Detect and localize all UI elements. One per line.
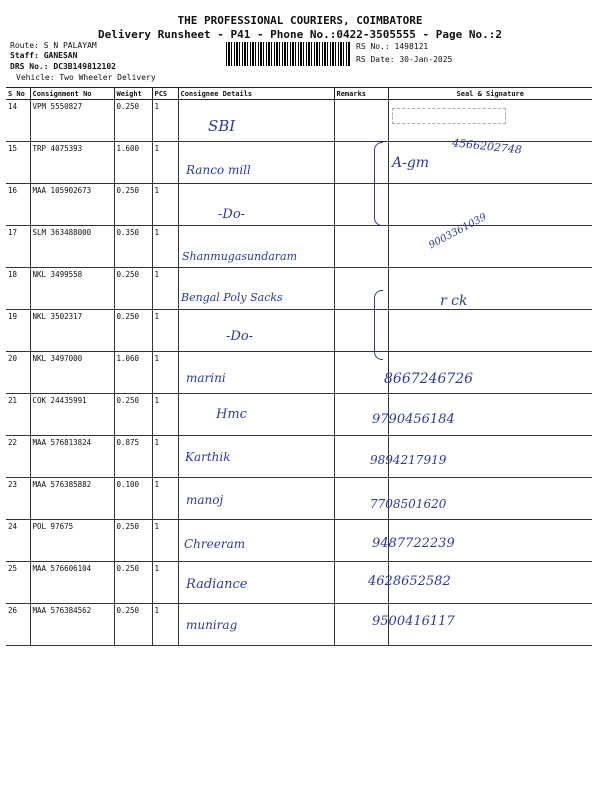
- col-sno: S No: [6, 88, 30, 100]
- pcs-cell: 1: [152, 436, 178, 478]
- weight-cell: 1.060: [114, 352, 152, 394]
- consignee-cell: [178, 100, 334, 142]
- rs-date: RS Date: 30-Jan-2025: [356, 55, 453, 64]
- consignment-cell: COK 24435991: [30, 394, 114, 436]
- remarks-cell: [334, 226, 388, 268]
- pcs-cell: 1: [152, 184, 178, 226]
- table-row: [6, 436, 592, 478]
- rs-number: RS No.: 1498121: [356, 42, 429, 51]
- weight-cell: 0.250: [114, 394, 152, 436]
- signature-number: 4628652582: [368, 574, 451, 589]
- handwritten-consignee: -Do-: [218, 207, 246, 222]
- remarks-cell: [334, 100, 388, 142]
- consignee-cell: [178, 394, 334, 436]
- table-row: [6, 478, 592, 520]
- sno-cell: 16: [6, 184, 30, 226]
- sno-cell: 25: [6, 562, 30, 604]
- table-header-row: [6, 88, 592, 100]
- consignee-cell: [178, 184, 334, 226]
- pcs-cell: 1: [152, 394, 178, 436]
- handwritten-consignee: Karthik: [185, 450, 231, 464]
- signature-cell: [388, 310, 592, 352]
- weight-cell: 1.600: [114, 142, 152, 184]
- delivery-table: [6, 87, 592, 646]
- col-consignment: Consignment No: [30, 88, 114, 100]
- col-weight: Weight: [114, 88, 152, 100]
- consignment-cell: VPM 5550827: [30, 100, 114, 142]
- sno-cell: 17: [6, 226, 30, 268]
- company-title: THE PROFESSIONAL COURIERS, COIMBATORE: [177, 14, 423, 27]
- table-row: [6, 604, 592, 646]
- handwritten-consignee: munirag: [186, 618, 238, 632]
- bracket-mark: [374, 290, 383, 360]
- weight-cell: 0.875: [114, 436, 152, 478]
- consignment-cell: TRP 4075393: [30, 142, 114, 184]
- signature-number: 8667246726: [384, 371, 474, 387]
- weight-cell: 0.250: [114, 184, 152, 226]
- staff-label: Staff: GANESAN: [10, 51, 78, 60]
- pcs-cell: 1: [152, 226, 178, 268]
- sno-cell: 23: [6, 478, 30, 520]
- signature-number: 9487722239: [372, 536, 455, 551]
- pcs-cell: 1: [152, 520, 178, 562]
- signature-cell: [388, 268, 592, 310]
- vehicle-label: Vehicle: Two Wheeler Delivery: [16, 73, 156, 82]
- handwritten-consignee: SBI: [208, 117, 236, 135]
- consignment-cell: NKL 3499558: [30, 268, 114, 310]
- handwritten-consignee: Hmc: [216, 407, 247, 422]
- signature-cell: [388, 226, 592, 268]
- consignee-cell: [178, 310, 334, 352]
- sno-cell: 21: [6, 394, 30, 436]
- signature-number: 9894217919: [370, 453, 447, 467]
- drs-number: DRS No.: DC3B149812102: [10, 62, 116, 71]
- col-consignee: Consignee Details: [178, 88, 334, 100]
- consignment-cell: MAA 576385882: [30, 478, 114, 520]
- handwritten-consignee: Radiance: [186, 577, 248, 592]
- signature-number: 9500416117: [372, 614, 455, 629]
- handwritten-consignee: Bengal Poly Sacks: [181, 291, 283, 304]
- sno-cell: 15: [6, 142, 30, 184]
- signature-scribble: A-gm: [392, 155, 430, 171]
- table-row: [6, 226, 592, 268]
- handwritten-consignee: manoj: [186, 493, 224, 507]
- weight-cell: 0.250: [114, 100, 152, 142]
- weight-cell: 0.250: [114, 562, 152, 604]
- faded-seal-stamp: [392, 108, 506, 124]
- handwritten-consignee: Chreeram: [184, 537, 246, 551]
- weight-cell: 0.100: [114, 478, 152, 520]
- col-signature: Seal & Signature: [388, 88, 592, 100]
- table-row: [6, 520, 592, 562]
- sno-cell: 22: [6, 436, 30, 478]
- table-row: [6, 268, 592, 310]
- pcs-cell: 1: [152, 142, 178, 184]
- consignment-cell: SLM 363488000: [30, 226, 114, 268]
- table-row: [6, 310, 592, 352]
- table-row: [6, 394, 592, 436]
- barcode: [226, 42, 350, 66]
- signature-number: 7708501620: [370, 497, 447, 511]
- consignment-cell: MAA 576384562: [30, 604, 114, 646]
- weight-cell: 0.350: [114, 226, 152, 268]
- handwritten-consignee: marini: [186, 371, 226, 385]
- table-row: [6, 184, 592, 226]
- table-row: [6, 352, 592, 394]
- pcs-cell: 1: [152, 478, 178, 520]
- sno-cell: 14: [6, 100, 30, 142]
- route-label: Route: S N PALAYAM: [10, 41, 97, 50]
- consignment-cell: MAA 576813824: [30, 436, 114, 478]
- pcs-cell: 1: [152, 100, 178, 142]
- col-pcs: PCS: [152, 88, 178, 100]
- pcs-cell: 1: [152, 604, 178, 646]
- consignment-cell: MAA 576606104: [30, 562, 114, 604]
- consignment-cell: POL 97675: [30, 520, 114, 562]
- weight-cell: 0.250: [114, 604, 152, 646]
- sno-cell: 18: [6, 268, 30, 310]
- weight-cell: 0.250: [114, 310, 152, 352]
- consignment-cell: NKL 3502317: [30, 310, 114, 352]
- signature-number: 9790456184: [372, 412, 455, 427]
- consignment-cell: MAA 105902673: [30, 184, 114, 226]
- weight-cell: 0.250: [114, 520, 152, 562]
- weight-cell: 0.250: [114, 268, 152, 310]
- pcs-cell: 1: [152, 310, 178, 352]
- consignment-cell: NKL 3497000: [30, 352, 114, 394]
- handwritten-consignee: Shanmugasundaram: [182, 250, 298, 263]
- signature-scribble: r ck: [440, 293, 468, 309]
- handwritten-consignee: -Do-: [226, 329, 254, 344]
- sno-cell: 26: [6, 604, 30, 646]
- sno-cell: 19: [6, 310, 30, 352]
- pcs-cell: 1: [152, 352, 178, 394]
- runsheet-subtitle: Delivery Runsheet - P41 - Phone No.:0422-3505555 - Page No.:2: [98, 28, 502, 41]
- bracket-mark: [374, 142, 383, 226]
- handwritten-consignee: Ranco mill: [186, 163, 251, 177]
- pcs-cell: 1: [152, 562, 178, 604]
- pcs-cell: 1: [152, 268, 178, 310]
- signature-number: 9003361039: [427, 211, 489, 252]
- sno-cell: 20: [6, 352, 30, 394]
- sno-cell: 24: [6, 520, 30, 562]
- signature-cell: [388, 184, 592, 226]
- col-remarks: Remarks: [334, 88, 388, 100]
- table-row: [6, 562, 592, 604]
- signature-number: 4566202748: [451, 136, 523, 157]
